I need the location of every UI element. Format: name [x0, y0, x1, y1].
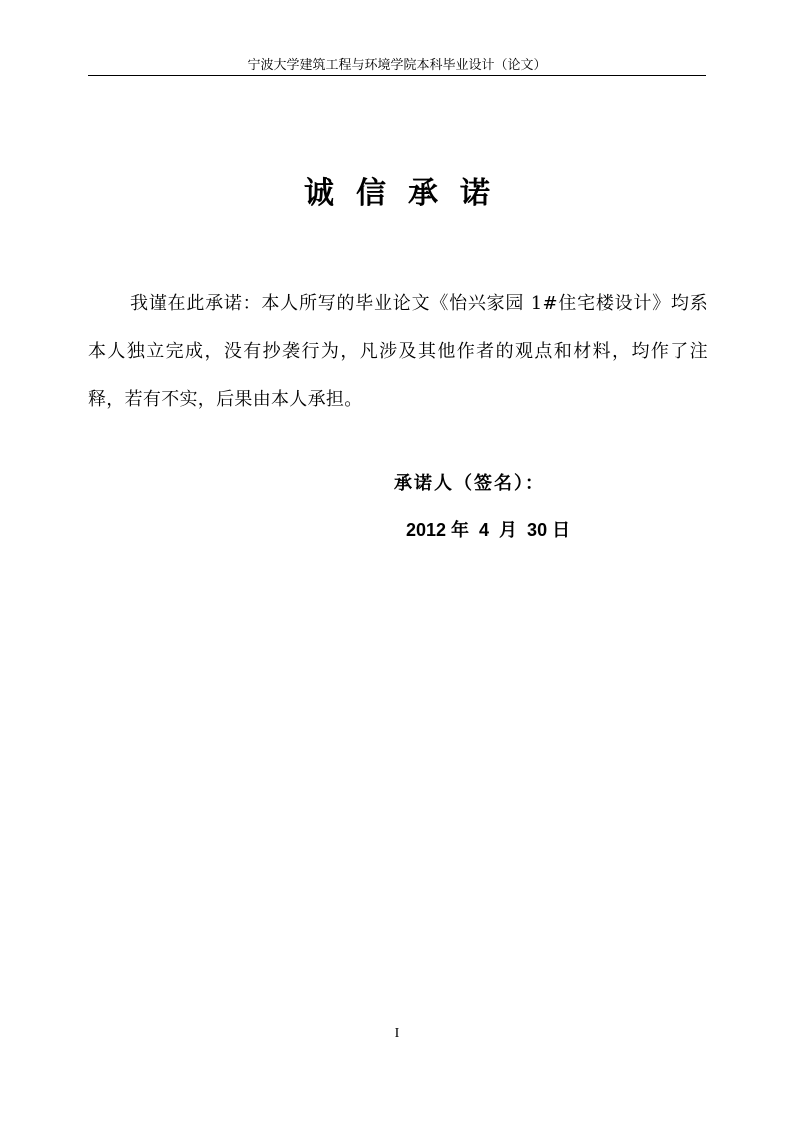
header-divider [88, 75, 706, 76]
signer-label: 承诺人（签名）： [394, 473, 545, 494]
page-title: 诚信承诺 [304, 176, 512, 211]
page-number: I [394, 1026, 400, 1041]
signature-date: 2012 年 4 月 30 日 [406, 520, 571, 540]
running-header: 宁波大学建筑工程与环境学院本科毕业设计（论文） [247, 58, 547, 73]
pledge-paragraph: 我谨在此承诺：本人所写的毕业论文《怡兴家园 1#住宅楼设计》均系本人独立完成，没有抄袭行为，凡涉及其他作者的观点和材料，均作了注释，若有不实，后果由本人承担。 [88, 293, 708, 410]
